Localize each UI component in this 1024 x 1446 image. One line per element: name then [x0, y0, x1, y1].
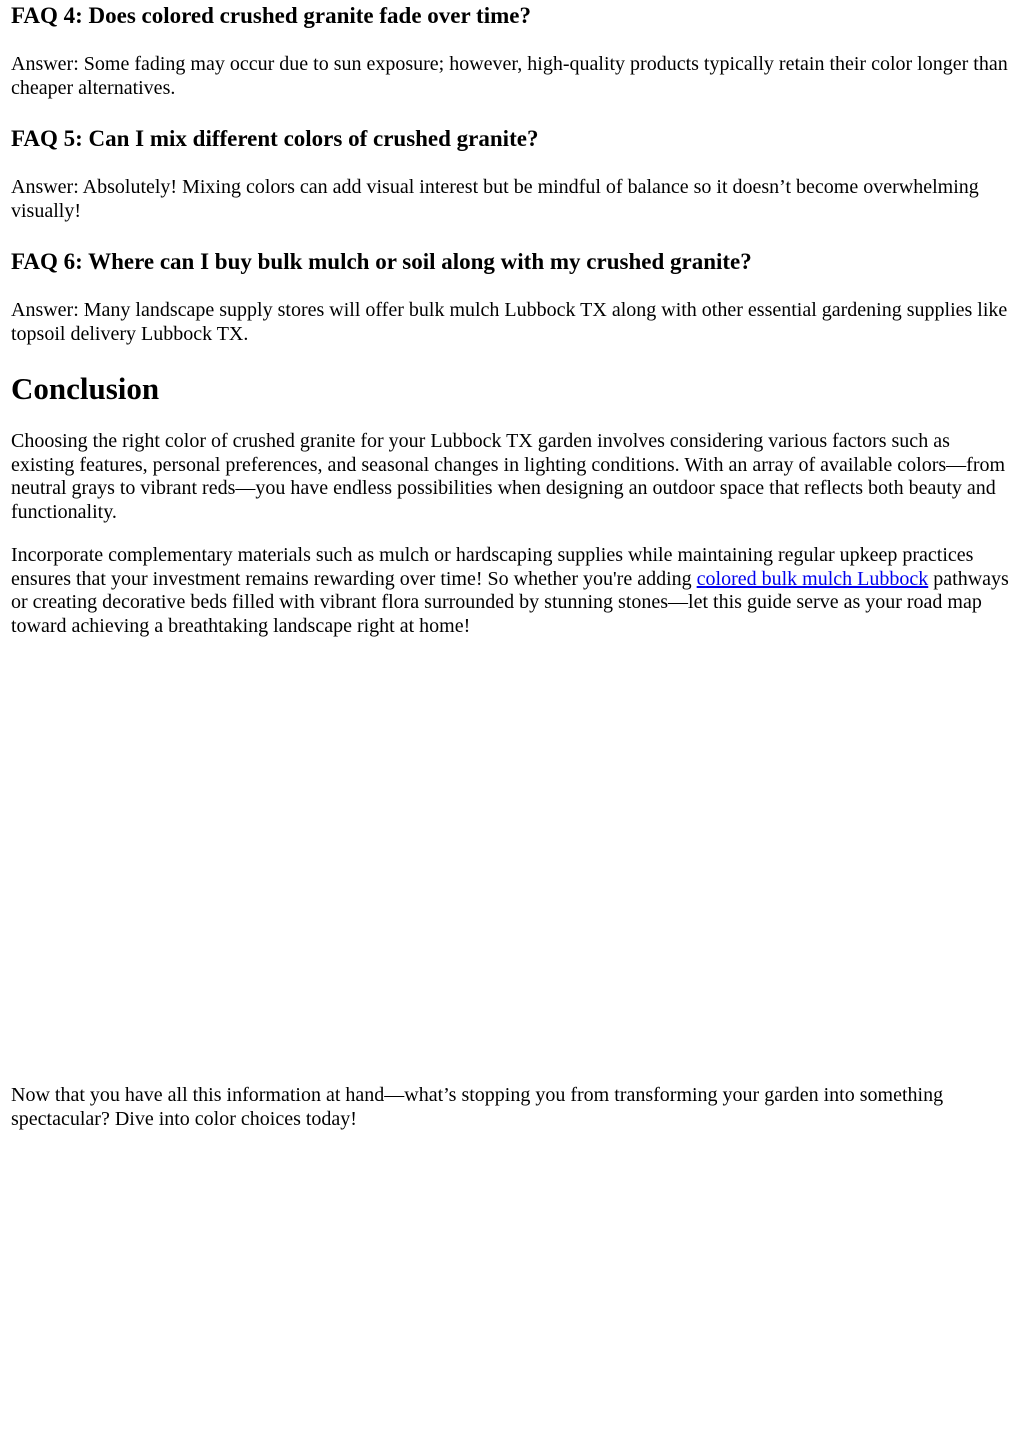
faq-5-question: FAQ 5: Can I mix different colors of crushed granite?: [11, 126, 539, 151]
paragraph-2-text-end: pathways or creating decorative beds filled with vibrant flora surrounded by stunning stones—let this guide serve as your road map toward achieving a breathtaking landscape right at home!: [11, 567, 1009, 637]
faq-6-question: FAQ 6: Where can I buy bulk mulch or soil along with my crushed granite?: [11, 249, 752, 274]
faq-4-question: FAQ 4: Does colored crushed granite fade over time?: [11, 3, 531, 28]
paragraph-2-text-start: Incorporate complementary materials such as mulch or hardscaping supplies while maintaining regular upkeep practices ensures that your investment remains rewarding over time! So whether you're adding: [11, 544, 974, 590]
faq-5-answer: Answer: Absolutely! Mixing colors can add visual interest but be mindful of balance so it doesn’t become overwhelming visually!: [11, 176, 979, 222]
faq-6-answer: Answer: Many landscape supply stores will offer bulk mulch Lubbock TX along with other essential gardening supplies like topsoil delivery Lubbock TX.: [11, 299, 1008, 345]
faq-4-answer: Answer: Some fading may occur due to sun exposure; however, high-quality products typically retain their color longer than cheaper alternatives.: [11, 53, 1008, 99]
conclusion-paragraph-2: [11, 544, 1017, 638]
closing-paragraph: Now that you have all this information at hand—what’s stopping you from transforming your garden into something spectacular? Dive into color choices today!: [11, 1084, 944, 1130]
conclusion-heading: Conclusion: [11, 371, 160, 406]
conclusion-paragraph-1: Choosing the right color of crushed granite for your Lubbock TX garden involves considering various factors such as existing features, personal preferences, and seasonal changes in lighting conditions. With an array of available colors—from neutral grays to vibrant reds—you have endless possibilities when designing an outdoor space that reflects both beauty and functionality.: [11, 430, 1006, 523]
colored-bulk-mulch-link[interactable]: colored bulk mulch Lubbock: [696, 567, 929, 590]
